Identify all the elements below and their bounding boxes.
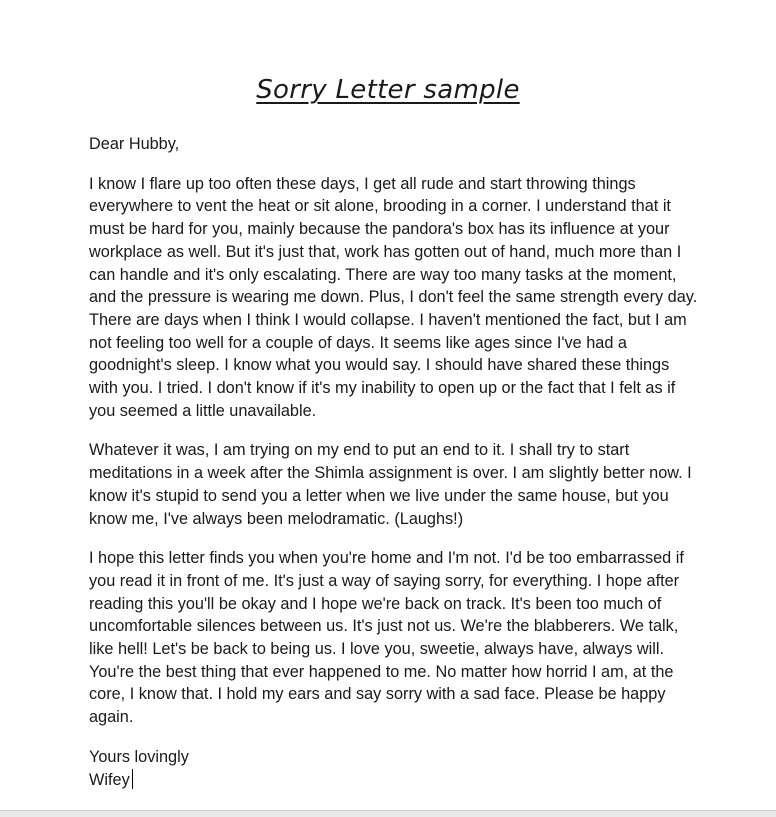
document-title-text: Sorry Letter sample: [256, 75, 520, 105]
paragraph-3: I hope this letter finds you when you're home and I'm not. I'd be too embarrassed if you read it in front of me. It's just a way of saying sorry, for everything. I hope after reading this you'll be okay and I hope we're back on track. It's been too much of uncomfortable silences between us. It's just not us. We're the blabberers. We talk, like hell! Let's be back to being us. I love you, sweetie, always have, always will. You're the best thing that ever happened to me. No matter how horrid I am, at the core, I know that. I hold my ears and say sorry with a sad face. Please be happy again.: [89, 549, 684, 727]
signature-row: [89, 769, 701, 792]
paragraph-2: Whatever it was, I am trying on my end to put an end to it. I shall try to start meditations in a week after the Shimla assignment is over. I am slightly better now. I know it's stupid to send you a letter when we live under the same house, but you know me, I've always been melodramatic. (Laughs!): [89, 441, 692, 528]
signature: Wifey: [89, 770, 130, 789]
paragraph-1: I know I flare up too often these days, I get all rude and start throwing things everywhere to vent the heat or sit alone, brooding in a corner. I understand that it must be hard for you, mainly because the pandora's box has its influence at your workplace as well. But it's just that, work has gotten out of hand, much more than I can handle and it's only escalating. There are way too many tasks at the moment, and the pressure is wearing me down. Plus, I don't feel the same strength every day. There are days when I think I would collapse. I haven't mentioned the fact, but I am not feeling too well for a couple of days. It seems like ages since I've had a goodnight's sleep. I know what you would say. I should have shared these things with you. I tried. I don't know if it's my inability to open up or the fact that I felt as if you seemed a little unavailable.: [89, 174, 698, 420]
document-title: [0, 72, 776, 108]
document-body[interactable]: [89, 133, 701, 791]
salutation: Dear Hubby,: [89, 135, 180, 153]
closing: Yours lovingly: [89, 747, 189, 766]
text-cursor: [132, 769, 133, 789]
